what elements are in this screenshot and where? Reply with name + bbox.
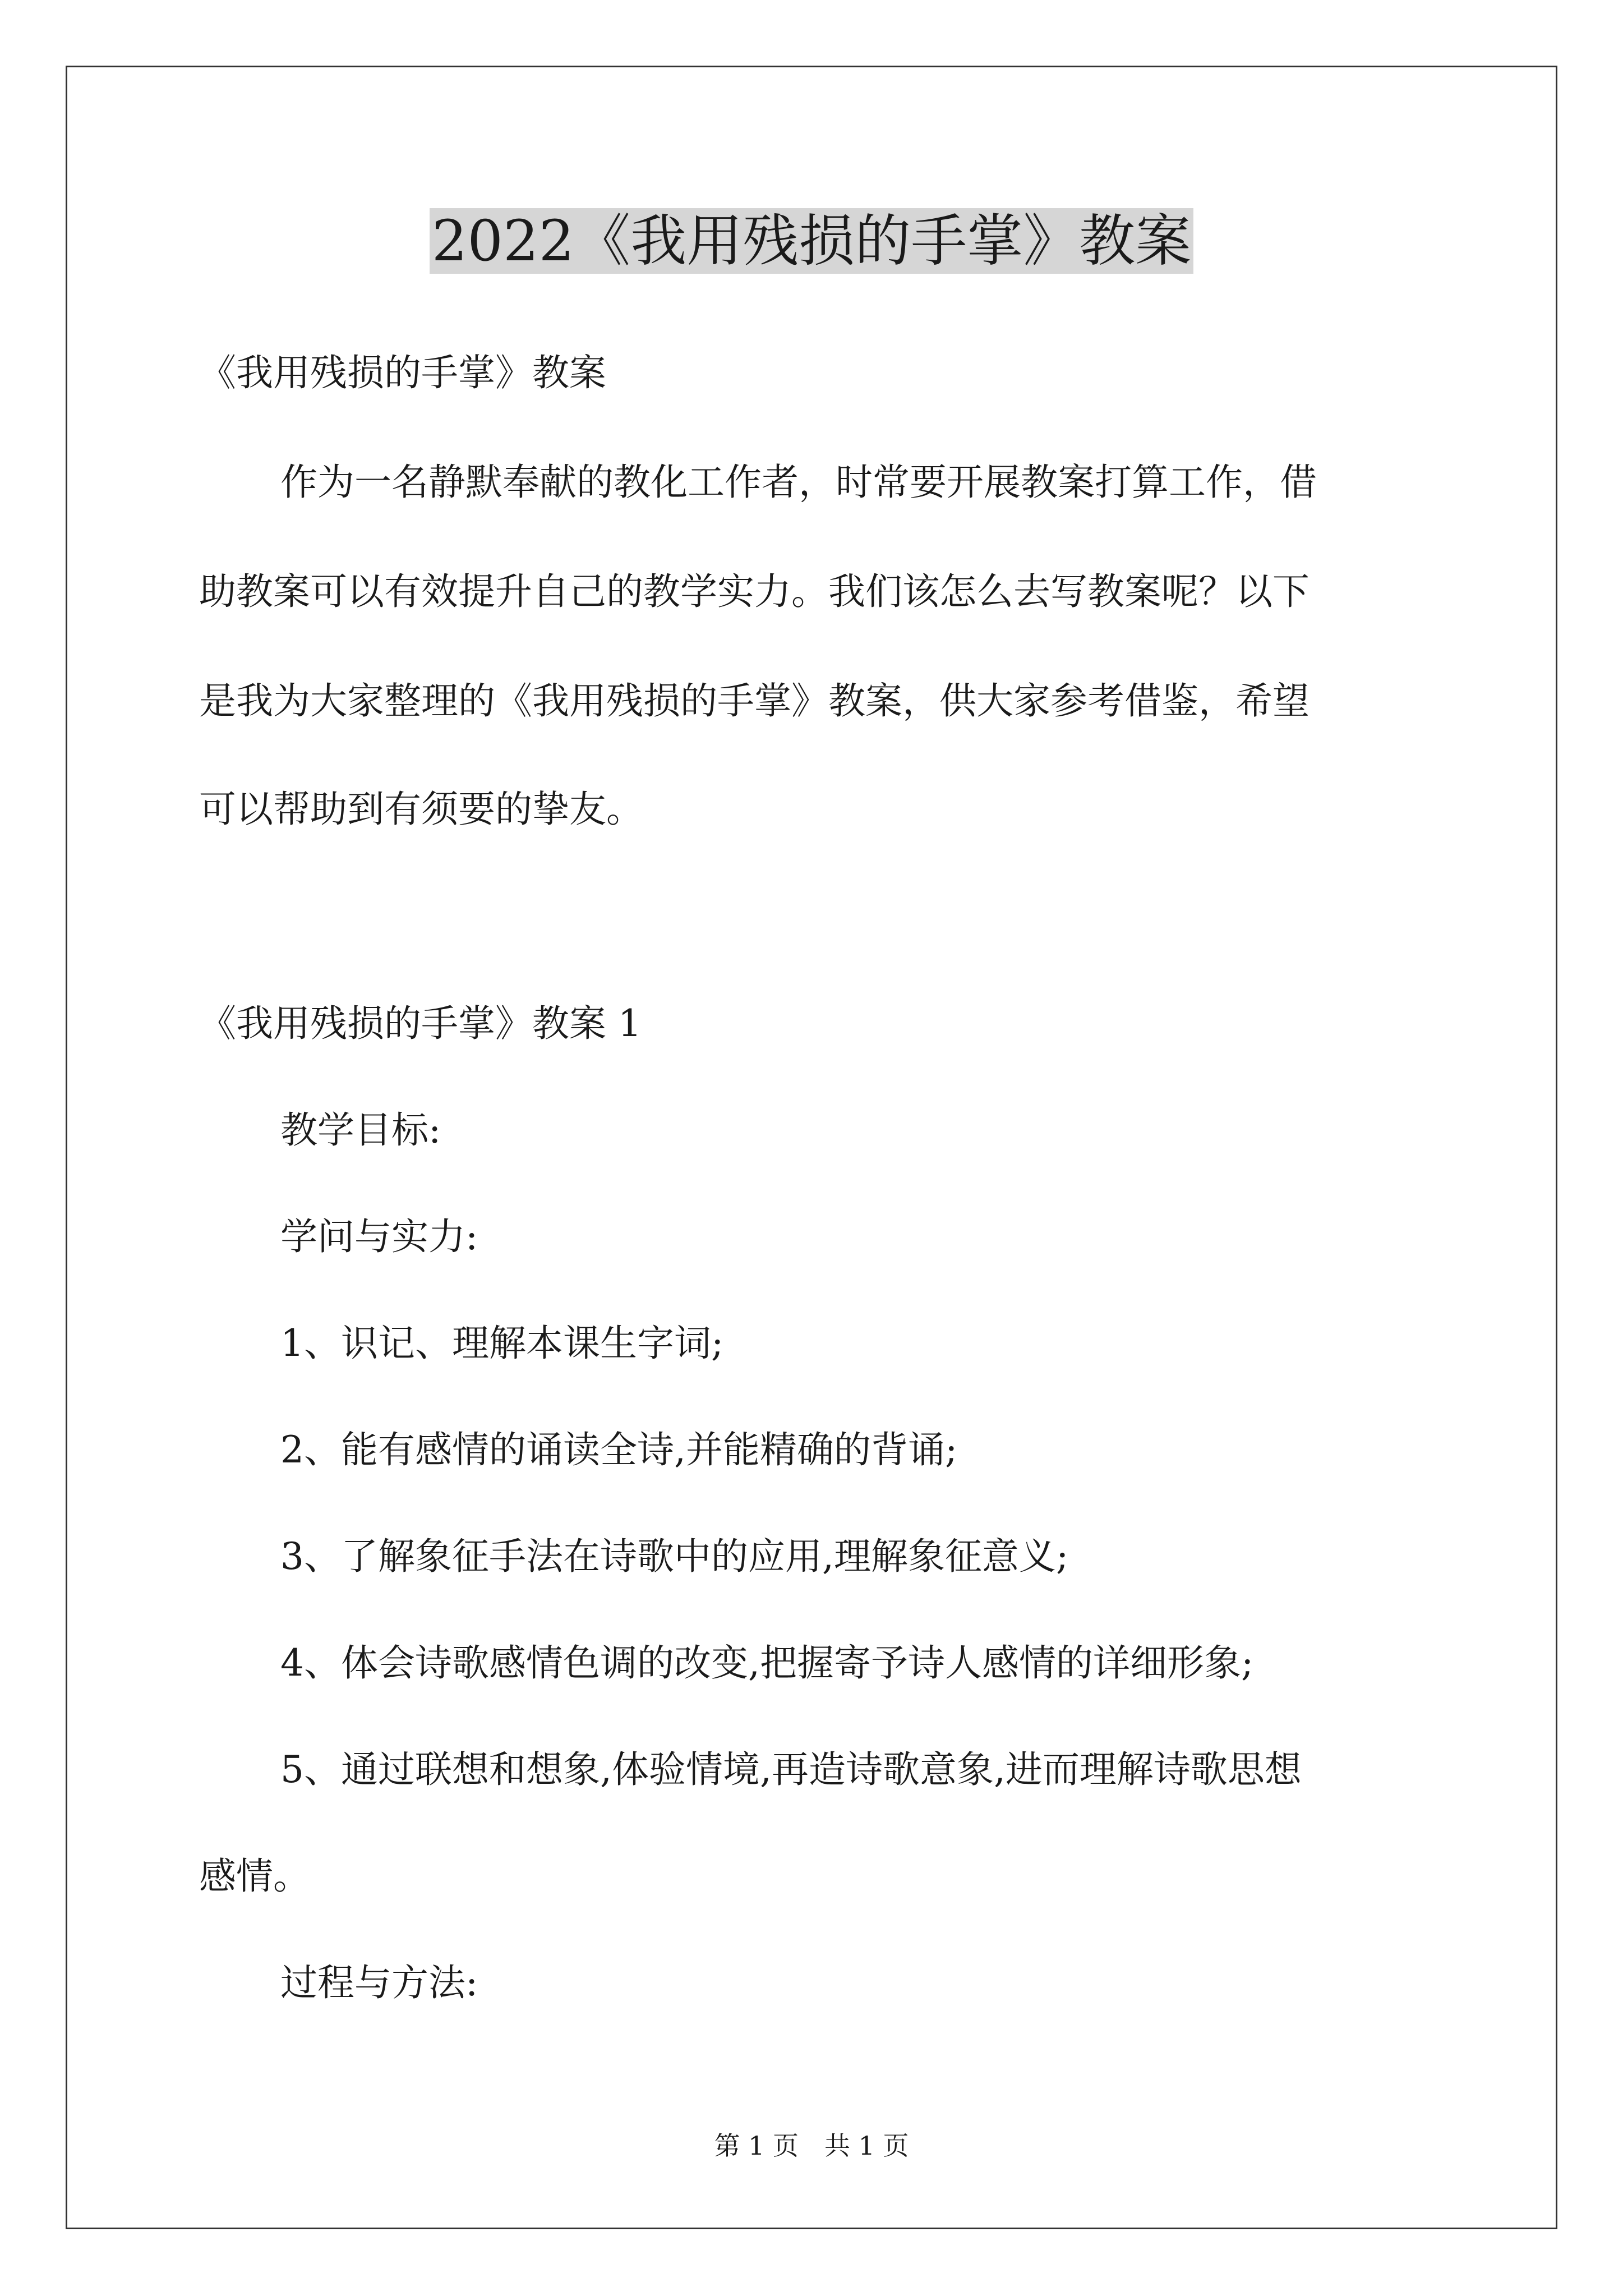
list-item-5-line-2: 感情。	[199, 1855, 310, 1898]
document-title: 2022《我用残损的手掌》教案	[0, 202, 1623, 280]
intro-paragraph-line-3: 是我为大家整理的《我用残损的手掌》教案，供大家参考借鉴，希望	[199, 679, 1310, 723]
page-footer: 第 1 页 共 1 页	[714, 2131, 909, 2161]
intro-paragraph-line-1: 作为一名静默奉献的教化工作者，时常要开展教案打算工作，借	[280, 461, 1317, 504]
intro-heading: 《我用残损的手掌》教案	[199, 351, 606, 394]
goals-label: 教学目标:	[280, 1108, 441, 1152]
list-item: 3、了解象征手法在诗歌中的应用,理解象征意义;	[280, 1535, 1069, 1578]
process-label: 过程与方法:	[280, 1961, 478, 2004]
list-item: 4、体会诗歌感情色调的改变,把握寄予诗人感情的详细形象;	[280, 1641, 1254, 1685]
section1-heading: 《我用残损的手掌》教案 1	[199, 1002, 642, 1045]
intro-paragraph-line-4: 可以帮助到有须要的挚友。	[199, 788, 643, 831]
list-item: 1、识记、理解本课生字词;	[280, 1322, 724, 1365]
list-item: 2、能有感情的诵读全诗,并能精确的背诵;	[280, 1428, 958, 1471]
knowledge-label: 学问与实力:	[280, 1215, 478, 1258]
list-item-5-line-1: 5、通过联想和想象,体验情境,再造诗歌意象,进而理解诗歌思想	[280, 1748, 1302, 1791]
intro-paragraph-line-2: 助教案可以有效提升自己的教学实力。我们该怎么去写教案呢？以下	[199, 570, 1310, 613]
